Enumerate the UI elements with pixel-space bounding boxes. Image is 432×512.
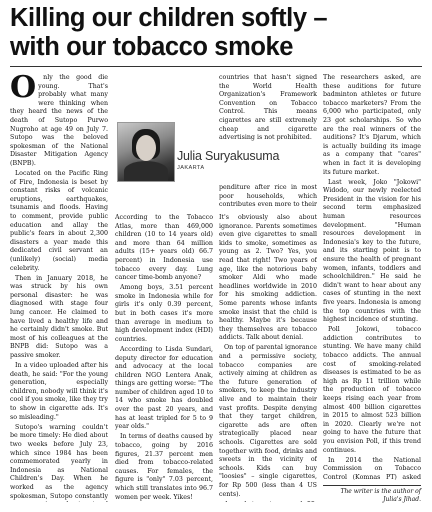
paragraph: It's obviously also about ignorance. Parents sometimes even give cigarettes to small kids to smoke, sometimes as young as 2. Two? Yes, you read that right! Two years of age, like the notorious baby smoker Aldi who made headlines worldwide in 2010 for his smoking addiction. Some parents whose infants smoke insist that the child is healthy. Maybe it's because they themselves are tobacco addicts. Talk about denial. — [219, 214, 317, 342]
paragraph: The researchers asked, are these auditions for future badminton athletes or future tobacco marketers? From the 6,000 who participated, only 23 got scholarships. So who are the real winners of the auditions? It's Djarum, which is actually building its image as a company that "cares" when in fact it is developing its future market. — [323, 74, 421, 176]
article-column-3 — [219, 214, 317, 502]
headline-rule — [10, 66, 422, 67]
paragraph: In 2014 the National Commission on Tobacco Control (Komnas PT) asked — [323, 456, 421, 481]
paragraph: Last week, Joko "Jokowi" Widodo, our newly reelected President in the vision for his second term emphasized human resources development. "Human resources development in Indonesia's key to the future, and its starting point is to ensure the health of pregnant women, infants, toddlers and schoolchildren." He said he didn't want to hear about any cases of stunting in the next five years. Indonesia is among the top countries with the highest incidence of stunting. — [323, 178, 421, 324]
dateline: JAKARTA — [177, 165, 205, 171]
paragraph: nly the good die young. That's probably what many were thinking when they heard the news of the death of Sutopo Purwo Nugroho at age 49 on July 7. Sutopo was the beloved spokesman of the National Disaster Mitigation Agency (BNPB). — [10, 74, 108, 167]
paragraph: In a video uploaded after his death, he said: "For the young generation, especially children, nobody will think it's cool if you smoke, like they try to show in cigarette ads. It's so misleading." — [10, 362, 108, 421]
paragraph: On top of parental ignorance and a permissive society, tobacco companies are actively aiming at children as the future generation of smokers, to keep the industry alive and to maintain their vast profits. Despite denying that they target children, cigarette ads are often strategically placed near schools. Cigarettes are sold together with food, drinks and sweets in the vicinity of schools. Kids can buy "loosies" – single cigarettes, for Rp 500 (less than 4 US cents). — [219, 344, 317, 498]
paragraph: penditure after rice in most poor households, which contributes even more to their — [219, 184, 317, 209]
footer-rule — [323, 485, 421, 486]
paragraph: According to the Tobacco Atlas, more than 469,000 children (10 to 14 years old) and more than 64 million adults (15+ years old) 66.7 percent) in Indonesia use tobacco every day. Lung cancer time-bomb anyone? — [115, 214, 213, 282]
paragraph: Poll Jokowi, tobacco addiction contributes to stunting. We have many child tobacco addicts. The annual cost of smoking-related diseases is estimated to be as high as Rp 11 trillion while the production of tobacco keeps rising each year from almost 400 billion cigarettes in 2015 to almost 523 billion in 2020. Clearly we're not going to have the future that you envision Poll, if this trend continues. — [323, 326, 421, 454]
byline — [177, 150, 279, 171]
article-headline — [10, 4, 424, 62]
paragraph: In terms of deaths caused by tobacco, going by 2016 figures, 21.37 percent men died from tobacco-related causes. For females, the figure is "only" 7.03 percent, which still translates into 96.7 women per week. Yikes! — [115, 433, 213, 501]
paragraph: Then in January 2018, he was struck by his own personal disaster: he was diagnosed with stage four lung cancer. He claimed to have lived a healthy life and he certainly didn't smoke. But most of his colleagues at the BNPB did: Sutopo was a passive smoker. — [10, 274, 108, 359]
headline-line-1: Killing our children softly – — [10, 4, 328, 32]
article-column-2-top — [219, 74, 317, 144]
article-column-1 — [10, 74, 108, 502]
author-photo — [117, 122, 175, 182]
paragraph: Located on the Pacific Ring of Fire, Indonesia is beset by constant risks of volcanic eruptions, earthquakes, tsunamis and floods. Having to comment, provide public education and allay the public's fears in about 2,300 disasters a year made this dedicated civil servant an (unlikely) (social) media celebrity. — [10, 170, 108, 272]
paragraph: countries that hasn't signed the World Health Organization's Framework Convention on Tobacco Control. This means cigarettes are still extremely cheap and cigarette advertising is not prohibited. — [219, 74, 317, 142]
paragraph: Among boys, 3.51 percent smoke in Indonesia while for girls it's only 0.39 percent, but in both cases it's more than average in medium to high development index (HDI) countries. — [115, 284, 213, 343]
drop-cap: O — [10, 74, 37, 105]
article-column-2 — [115, 214, 213, 502]
article-column-4 — [323, 74, 421, 482]
headline-line-2: with our tobacco smoke — [10, 33, 294, 61]
author-note: The writer is the author of Julia's Jihad. — [340, 488, 421, 503]
author-name: Julia Suryakusuma — [177, 149, 280, 163]
paragraph: According to Lisda Sundari, deputy director for education and advocacy at the local children NGO Lentera Anak, things are getting worse: "The number of children aged 10 to 14 who smoke has doubled over the past 20 years, and has at least tripled for 5 to 9 year olds." — [115, 345, 213, 431]
paragraph — [219, 501, 317, 502]
article-column-3-top — [219, 184, 317, 210]
paragraph: Sutopo's warning couldn't be more timely: He died about two weeks before July 23, which since 1984 has been commemorated yearly in Indonesia as National Children's Day. When he worked as the agency spokesman, Sutopo constantly — [10, 423, 108, 500]
